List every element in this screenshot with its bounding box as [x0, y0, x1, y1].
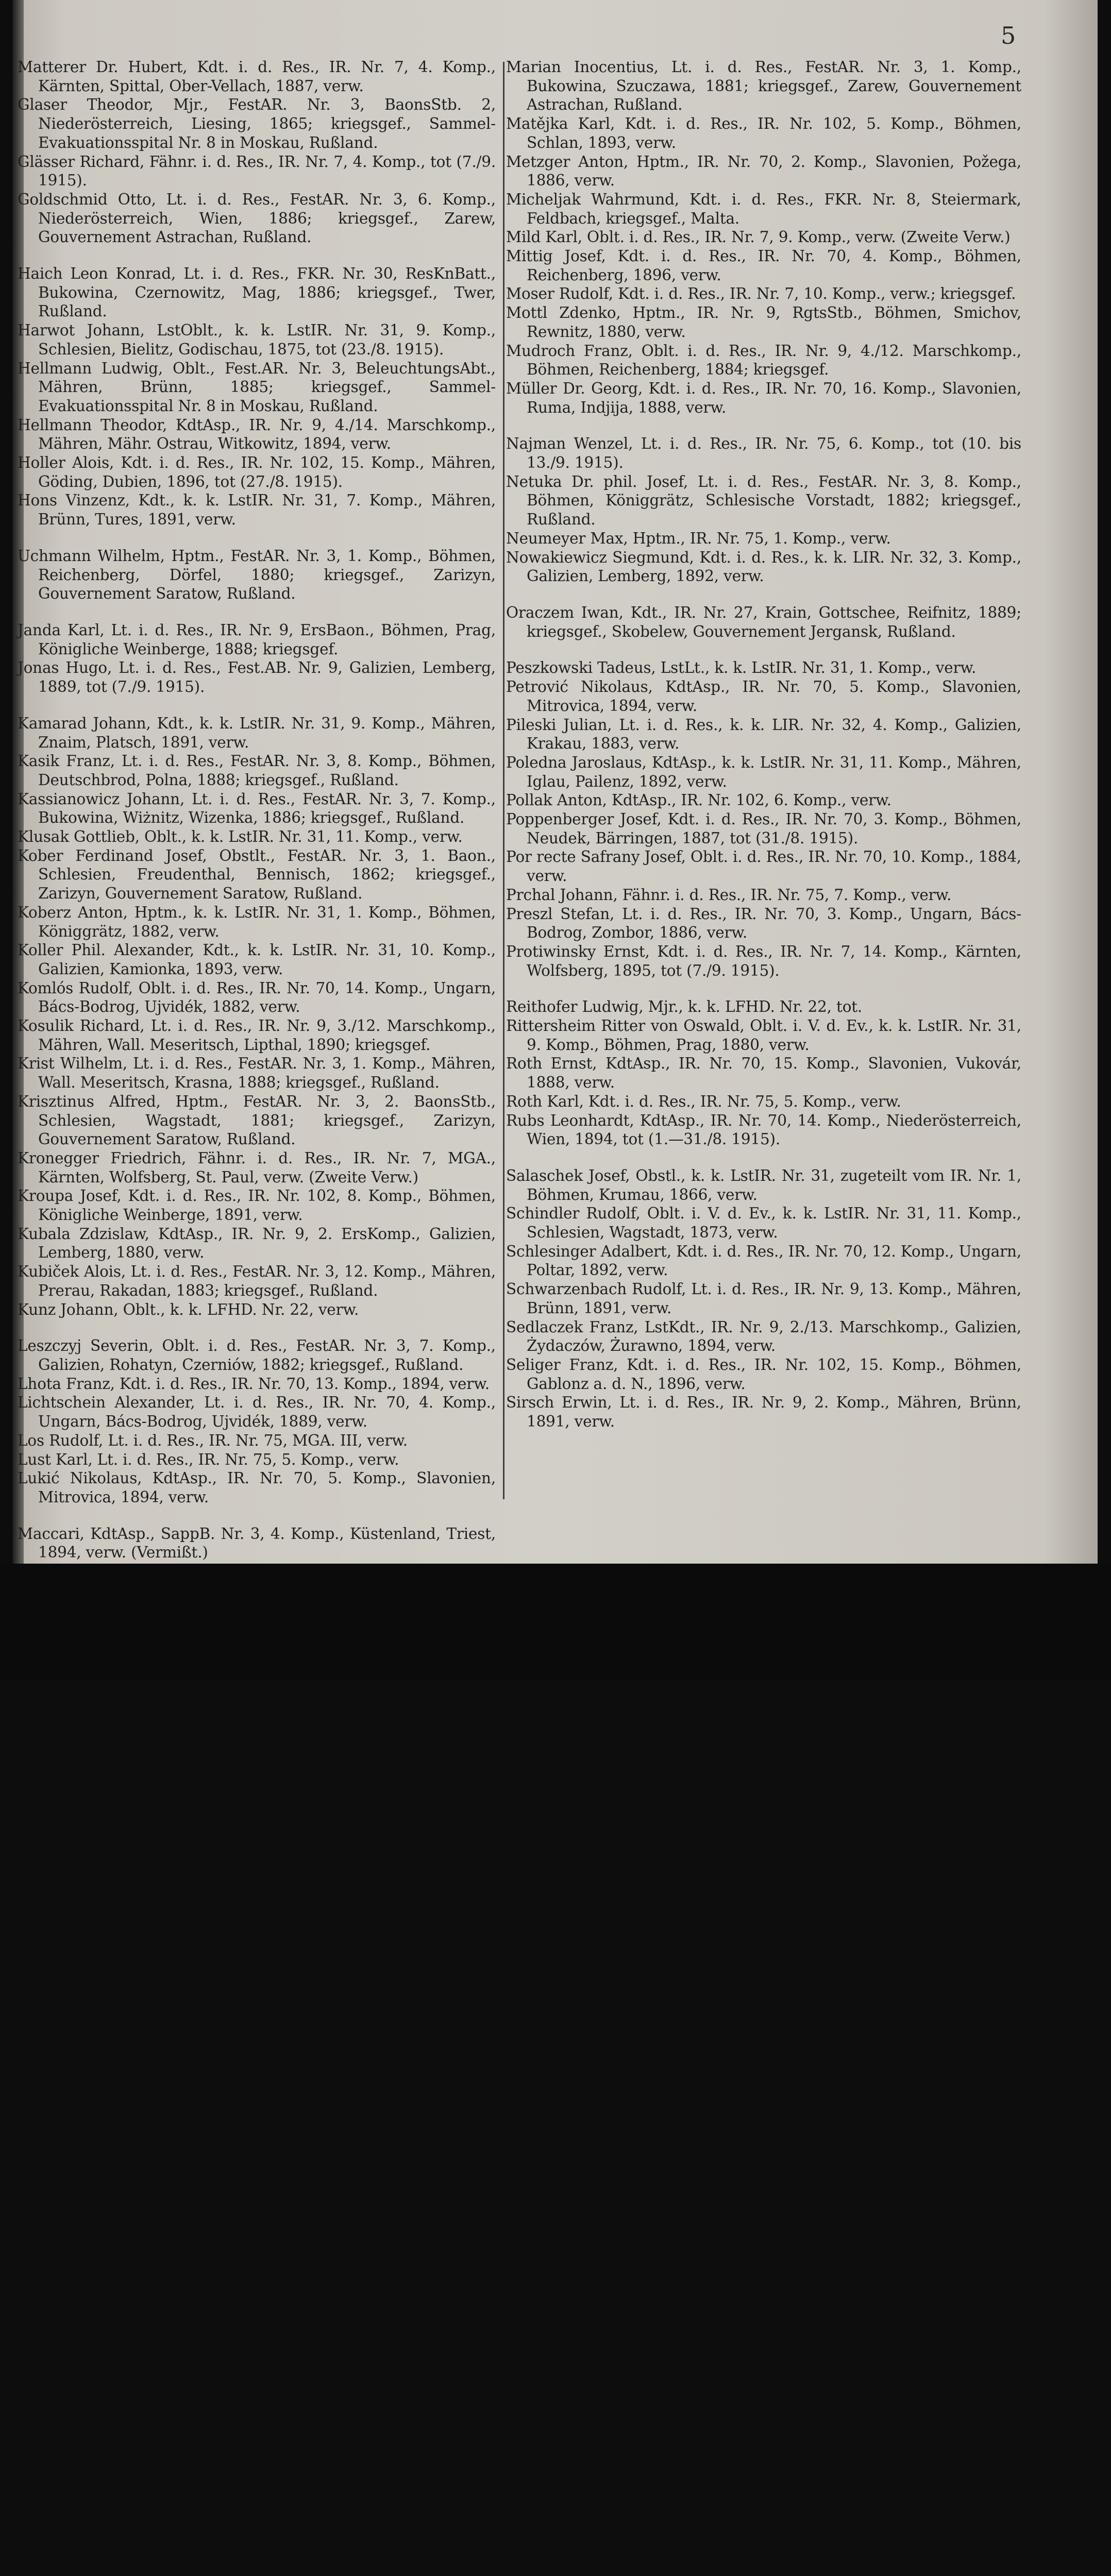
entry-right-3: Micheljak Wahrmund, Kdt. i. d. Res., FKR. Nr. 8, Steiermark, Feldbach, kriegsgef., Malta.	[506, 190, 1021, 227]
entry-left-29: Leszczyj Severin, Oblt. i. d. Res., FestAR. Nr. 3, 7. Komp., Galizien, Rohatyn, Czerniów, 1882; kriegsgef., Rußland.	[18, 1337, 496, 1374]
entry-right-28: Roth Karl, Kdt. i. d. Res., IR. Nr. 75, 5. Komp., verw.	[506, 1092, 901, 1110]
entry-left-12: Jonas Hugo, Lt. i. d. Res., Fest.AB. Nr. 9, Galizien, Lemberg, 1889, tot (7./9. 1915).	[18, 659, 496, 696]
entry-left-3: Goldschmid Otto, Lt. i. d. Res., FestAR. Nr. 3, 6. Komp., Niederösterreich, Wien, 1886; kriegsgef., Zarew, Gouvernement Astrachan, Rußland.	[18, 190, 496, 246]
entry-left-11: Janda Karl, Lt. i. d. Res., IR. Nr. 9, ErsBaon., Böhmen, Prag, Königliche Weinberge, 1888; kriegsgef.	[18, 621, 496, 658]
entry-left-32: Los Rudolf, Lt. i. d. Res., IR. Nr. 75, MGA. III, verw.	[18, 1431, 408, 1449]
entry-right-10: Najman Wenzel, Lt. i. d. Res., IR. Nr. 75, 6. Komp., tot (10. bis 13./9. 1915).	[506, 435, 1021, 472]
entry-right-2: Metzger Anton, Hptm., IR. Nr. 70, 2. Komp., Slavonien, Požega, 1886, verw.	[506, 152, 1021, 190]
entry-left-34: Lukić Nikolaus, KdtAsp., IR. Nr. 70, 5. Komp., Slavonien, Mitrovica, 1894, verw.	[18, 1469, 496, 1506]
entry-left-18: Koberz Anton, Hptm., k. k. LstIR. Nr. 31, 1. Komp., Böhmen, Königgrätz, 1882, verw.	[18, 903, 496, 940]
entry-right-30: Salaschek Josef, Obstl., k. k. LstIR. Nr. 31, zugeteilt vom IR. Nr. 1, Böhmen, Krumau, 1866, verw.	[506, 1166, 1021, 1204]
entry-left-6: Hellmann Ludwig, Oblt., Fest.AR. Nr. 3, BeleuchtungsAbt., Mähren, Brünn, 1885; kriegsgef., Sammel-Evakuationsspital Nr. 8 in Moskau, Rußland.	[18, 359, 496, 415]
entry-left-20: Komlós Rudolf, Oblt. i. d. Res., IR. Nr. 70, 14. Komp., Ungarn, Bács-Bodrog, Ujvidék, 1882, verw.	[18, 979, 496, 1016]
entry-right-20: Poppenberger Josef, Kdt. i. d. Res., IR. Nr. 70, 3. Komp., Böhmen, Neudek, Bärringen, 1887, tot (31./8. 1915).	[506, 810, 1021, 847]
entry-right-9: Müller Dr. Georg, Kdt. i. d. Res., IR. Nr. 70, 16. Komp., Slavonien, Ruma, Indjija, 1888, verw.	[506, 379, 1021, 416]
entry-right-34: Sedlaczek Franz, LstKdt., IR. Nr. 9, 2./13. Marschkomp., Galizien, Żydaczów, Żurawno, 1894, verw.	[506, 1318, 1021, 1355]
entry-right-24: Protiwinsky Ernst, Kdt. i. d. Res., IR. Nr. 7, 14. Komp., Kärnten, Wolfsberg, 1895, tot (7./9. 1915).	[506, 942, 1021, 979]
entry-left-15: Kassianowicz Johann, Lt. i. d. Res., FestAR. Nr. 3, 7. Komp., Bukowina, Wiżnitz, Wizenka, 1886; kriegsgef., Rußland.	[18, 790, 496, 827]
entry-right-31: Schindler Rudolf, Oblt. i. V. d. Ev., k. k. LstIR. Nr. 31, 11. Komp., Schlesien, Wagstadt, 1873, verw.	[506, 1205, 1021, 1242]
entry-left-13: Kamarad Johann, Kdt., k. k. LstIR. Nr. 31, 9. Komp., Mähren, Znaim, Platsch, 1891, verw.	[18, 714, 496, 751]
entry-left-30: Lhota Franz, Kdt. i. d. Res., IR. Nr. 70, 13. Komp., 1894, verw.	[18, 1375, 490, 1393]
entry-left-21: Kosulik Richard, Lt. i. d. Res., IR. Nr. 9, 3./12. Marschkomp., Mähren, Wall. Meseritsch, Lipthal, 1890; kriegsgef.	[18, 1017, 496, 1054]
entry-right-5: Mittig Josef, Kdt. i. d. Res., IR. Nr. 70, 4. Komp., Böhmen, Reichenberg, 1896, verw.	[506, 247, 1021, 284]
entry-right-32: Schlesinger Adalbert, Kdt. i. d. Res., IR. Nr. 70, 12. Komp., Ungarn, Poltar, 1892, verw.	[506, 1242, 1021, 1279]
entry-right-7: Mottl Zdenko, Hptm., IR. Nr. 9, RgtsStb., Böhmen, Smichov, Rewnitz, 1880, verw.	[506, 304, 1021, 341]
page-number: 5	[1001, 22, 1016, 49]
entry-left-0: Matterer Dr. Hubert, Kdt. i. d. Res., IR. Nr. 7, 4. Komp., Kärnten, Spittal, Ober-Vellach, 1887, verw.	[18, 58, 496, 95]
entry-left-27: Kubiček Alois, Lt. i. d. Res., FestAR. Nr. 3, 12. Komp., Mähren, Prerau, Rakadan, 1883; kriegsgef., Rußland.	[18, 1263, 496, 1299]
entry-left-10: Uchmann Wilhelm, Hptm., FestAR. Nr. 3, 1. Komp., Böhmen, Reichenberg, Dörfel, 1880; kriegsgef., Zarizyn, Gouvernement Saratow, Rußland.	[18, 547, 496, 603]
entry-right-0: Marian Inocentius, Lt. i. d. Res., FestAR. Nr. 3, 1. Komp., Bukowina, Szuczawa, 1881; kriegsgef., Zarew, Gouvernement Astrachan, Rußland.	[506, 58, 1021, 114]
entry-right-19: Pollak Anton, KdtAsp., IR. Nr. 102, 6. Komp., verw.	[506, 791, 891, 809]
entry-right-11: Netuka Dr. phil. Josef, Lt. i. d. Res., FestAR. Nr. 3, 8. Komp., Böhmen, Königgrätz, Schlesische Vorstadt, 1882; kriegsgef., Rußland.	[506, 472, 1021, 529]
entry-right-4: Mild Karl, Oblt. i. d. Res., IR. Nr. 7, 9. Komp., verw. (Zweite Verw.)	[506, 228, 1011, 246]
viewer-footer-bar	[0, 1564, 1111, 1681]
left-column	[18, 58, 496, 1562]
entry-right-6: Moser Rudolf, Kdt. i. d. Res., IR. Nr. 7, 10. Komp., verw.; kriegsgef.	[506, 285, 1016, 303]
entry-left-35: Maccari, KdtAsp., SappB. Nr. 3, 4. Komp., Küstenland, Triest, 1894, verw. (Vermißt.)	[18, 1524, 496, 1562]
entry-left-4: Haich Leon Konrad, Lt. i. d. Res., FKR. Nr. 30, ResKnBatt., Bukowina, Czernowitz, Mag, 1886; kriegsgef., Twer, Rußland.	[18, 265, 496, 320]
entry-right-8: Mudroch Franz, Oblt. i. d. Res., IR. Nr. 9, 4./12. Marschkomp., Böhmen, Reichenberg, 1884; kriegsgef.	[506, 342, 1021, 379]
entry-right-35: Seliger Franz, Kdt. i. d. Res., IR. Nr. 102, 15. Komp., Böhmen, Gablonz a. d. N., 1896, verw.	[506, 1356, 1021, 1393]
entry-right-36: Sirsch Erwin, Lt. i. d. Res., IR. Nr. 9, 2. Komp., Mähren, Brünn, 1891, verw.	[506, 1394, 1021, 1431]
entry-left-23: Krisztinus Alfred, Hptm., FestAR. Nr. 3, 2. BaonsStb., Schlesien, Wagstadt, 1881; kriegsgef., Zarizyn, Gouvernement Saratow, Rußland.	[18, 1092, 496, 1148]
entry-left-7: Hellmann Theodor, KdtAsp., IR. Nr. 9, 4./14. Marschkomp., Mähren, Mähr. Ostrau, Witkowitz, 1894, verw.	[18, 416, 496, 453]
entry-left-1: Glaser Theodor, Mjr., FestAR. Nr. 3, BaonsStb. 2, Niederösterreich, Liesing, 1865; kriegsgef., Sammel-Evakuationsspital Nr. 8 in Moskau, Rußland.	[18, 96, 496, 151]
entry-left-8: Holler Alois, Kdt. i. d. Res., IR. Nr. 102, 15. Komp., Mähren, Göding, Dubien, 1896, tot (27./8. 1915).	[18, 454, 496, 490]
entry-left-26: Kubala Zdzislaw, KdtAsp., IR. Nr. 9, 2. ErsKomp., Galizien, Lemberg, 1880, verw.	[18, 1225, 496, 1262]
entry-right-21: Por recte Safrany Josef, Oblt. i. d. Res., IR. Nr. 70, 10. Komp., 1884, verw.	[506, 848, 1021, 885]
entry-left-5: Harwot Johann, LstOblt., k. k. LstIR. Nr. 31, 9. Komp., Schlesien, Bielitz, Godischau, 1875, tot (23./8. 1915).	[18, 321, 496, 358]
column-divider	[503, 62, 504, 1499]
entry-right-26: Rittersheim Ritter von Oswald, Oblt. i. V. d. Ev., k. k. LstIR. Nr. 31, 9. Komp., Böhmen, Prag, 1880, verw.	[506, 1017, 1021, 1054]
right-column	[506, 58, 1021, 1431]
entry-right-33: Schwarzenbach Rudolf, Lt. i. d. Res., IR. Nr. 9, 13. Komp., Mähren, Brünn, 1891, verw.	[506, 1280, 1021, 1317]
entry-left-33: Lust Karl, Lt. i. d. Res., IR. Nr. 75, 5. Komp., verw.	[18, 1450, 399, 1468]
entry-left-9: Hons Vinzenz, Kdt., k. k. LstIR. Nr. 31, 7. Komp., Mähren, Brünn, Tures, 1891, verw.	[18, 492, 496, 529]
entry-left-28: Kunz Johann, Oblt., k. k. LFHD. Nr. 22, verw.	[18, 1300, 359, 1318]
entry-right-22: Prchal Johann, Fähnr. i. d. Res., IR. Nr. 75, 7. Komp., verw.	[506, 886, 952, 904]
entry-right-13: Nowakiewicz Siegmund, Kdt. i. d. Res., k. k. LIR. Nr. 32, 3. Komp., Galizien, Lemberg, 1892, verw.	[506, 548, 1021, 585]
entry-right-15: Peszkowski Tadeus, LstLt., k. k. LstIR. Nr. 31, 1. Komp., verw.	[506, 659, 977, 677]
entry-left-25: Kroupa Josef, Kdt. i. d. Res., IR. Nr. 102, 8. Komp., Böhmen, Königliche Weinberge, 1891, verw.	[18, 1187, 496, 1224]
entry-left-2: Glässer Richard, Fähnr. i. d. Res., IR. Nr. 7, 4. Komp., tot (7./9. 1915).	[18, 152, 496, 190]
entry-right-12: Neumeyer Max, Hptm., IR. Nr. 75, 1. Komp., verw.	[506, 529, 891, 547]
entry-right-29: Rubs Leonhardt, KdtAsp., IR. Nr. 70, 14. Komp., Niederösterreich, Wien, 1894, tot (1.—31./8. 1915).	[506, 1111, 1021, 1148]
entry-left-19: Koller Phil. Alexander, Kdt., k. k. LstIR. Nr. 31, 10. Komp., Galizien, Kamionka, 1893, verw.	[18, 941, 496, 978]
entry-left-31: Lichtschein Alexander, Lt. i. d. Res., IR. Nr. 70, 4. Komp., Ungarn, Bács-Bodrog, Ujvidék, 1889, verw.	[18, 1394, 496, 1431]
entry-right-16: Petrović Nikolaus, KdtAsp., IR. Nr. 70, 5. Komp., Slavonien, Mitrovica, 1894, verw.	[506, 678, 1021, 715]
entry-left-22: Krist Wilhelm, Lt. i. d. Res., FestAR. Nr. 3, 1. Komp., Mähren, Wall. Meseritsch, Krasna, 1888; kriegsgef., Rußland.	[18, 1055, 496, 1092]
entry-right-1: Matějka Karl, Kdt. i. d. Res., IR. Nr. 102, 5. Komp., Böhmen, Schlan, 1893, verw.	[506, 115, 1021, 151]
entry-left-16: Klusak Gottlieb, Oblt., k. k. LstIR. Nr. 31, 11. Komp., verw.	[18, 828, 463, 846]
entry-right-18: Poledna Jaroslaus, KdtAsp., k. k. LstIR. Nr. 31, 11. Komp., Mähren, Iglau, Pailenz, 1892, verw.	[506, 753, 1021, 790]
entry-left-24: Kronegger Friedrich, Fähnr. i. d. Res., IR. Nr. 7, MGA., Kärnten, Wolfsberg, St. Paul, verw. (Zweite Verw.)	[18, 1149, 496, 1186]
entry-left-17: Kober Ferdinand Josef, Obstlt., FestAR. Nr. 3, 1. Baon., Schlesien, Freudenthal, Bennisch, 1862; kriegsgef., Zarizyn, Gouvernement Saratow, Rußland.	[18, 846, 496, 903]
document-page	[12, 0, 1098, 1564]
entry-right-25: Reithofer Ludwig, Mjr., k. k. LFHD. Nr. 22, tot.	[506, 998, 863, 1016]
entry-left-14: Kasik Franz, Lt. i. d. Res., FestAR. Nr. 3, 8. Komp., Böhmen, Deutschbrod, Polna, 1888; kriegsgef., Rußland.	[18, 752, 496, 789]
entry-right-17: Pileski Julian, Lt. i. d. Res., k. k. LIR. Nr. 32, 4. Komp., Galizien, Krakau, 1883, verw.	[506, 716, 1021, 753]
entry-right-27: Roth Ernst, KdtAsp., IR. Nr. 70, 15. Komp., Slavonien, Vukovár, 1888, verw.	[506, 1055, 1021, 1092]
entry-right-14: Oraczem Iwan, Kdt., IR. Nr. 27, Krain, Gottschee, Reifnitz, 1889; kriegsgef., Skobelew, Gouvernement Jergansk, Rußland.	[506, 603, 1021, 640]
entry-right-23: Preszl Stefan, Lt. i. d. Res., IR. Nr. 70, 3. Komp., Ungarn, Bács-Bodrog, Zombor, 1886, verw.	[506, 905, 1021, 942]
